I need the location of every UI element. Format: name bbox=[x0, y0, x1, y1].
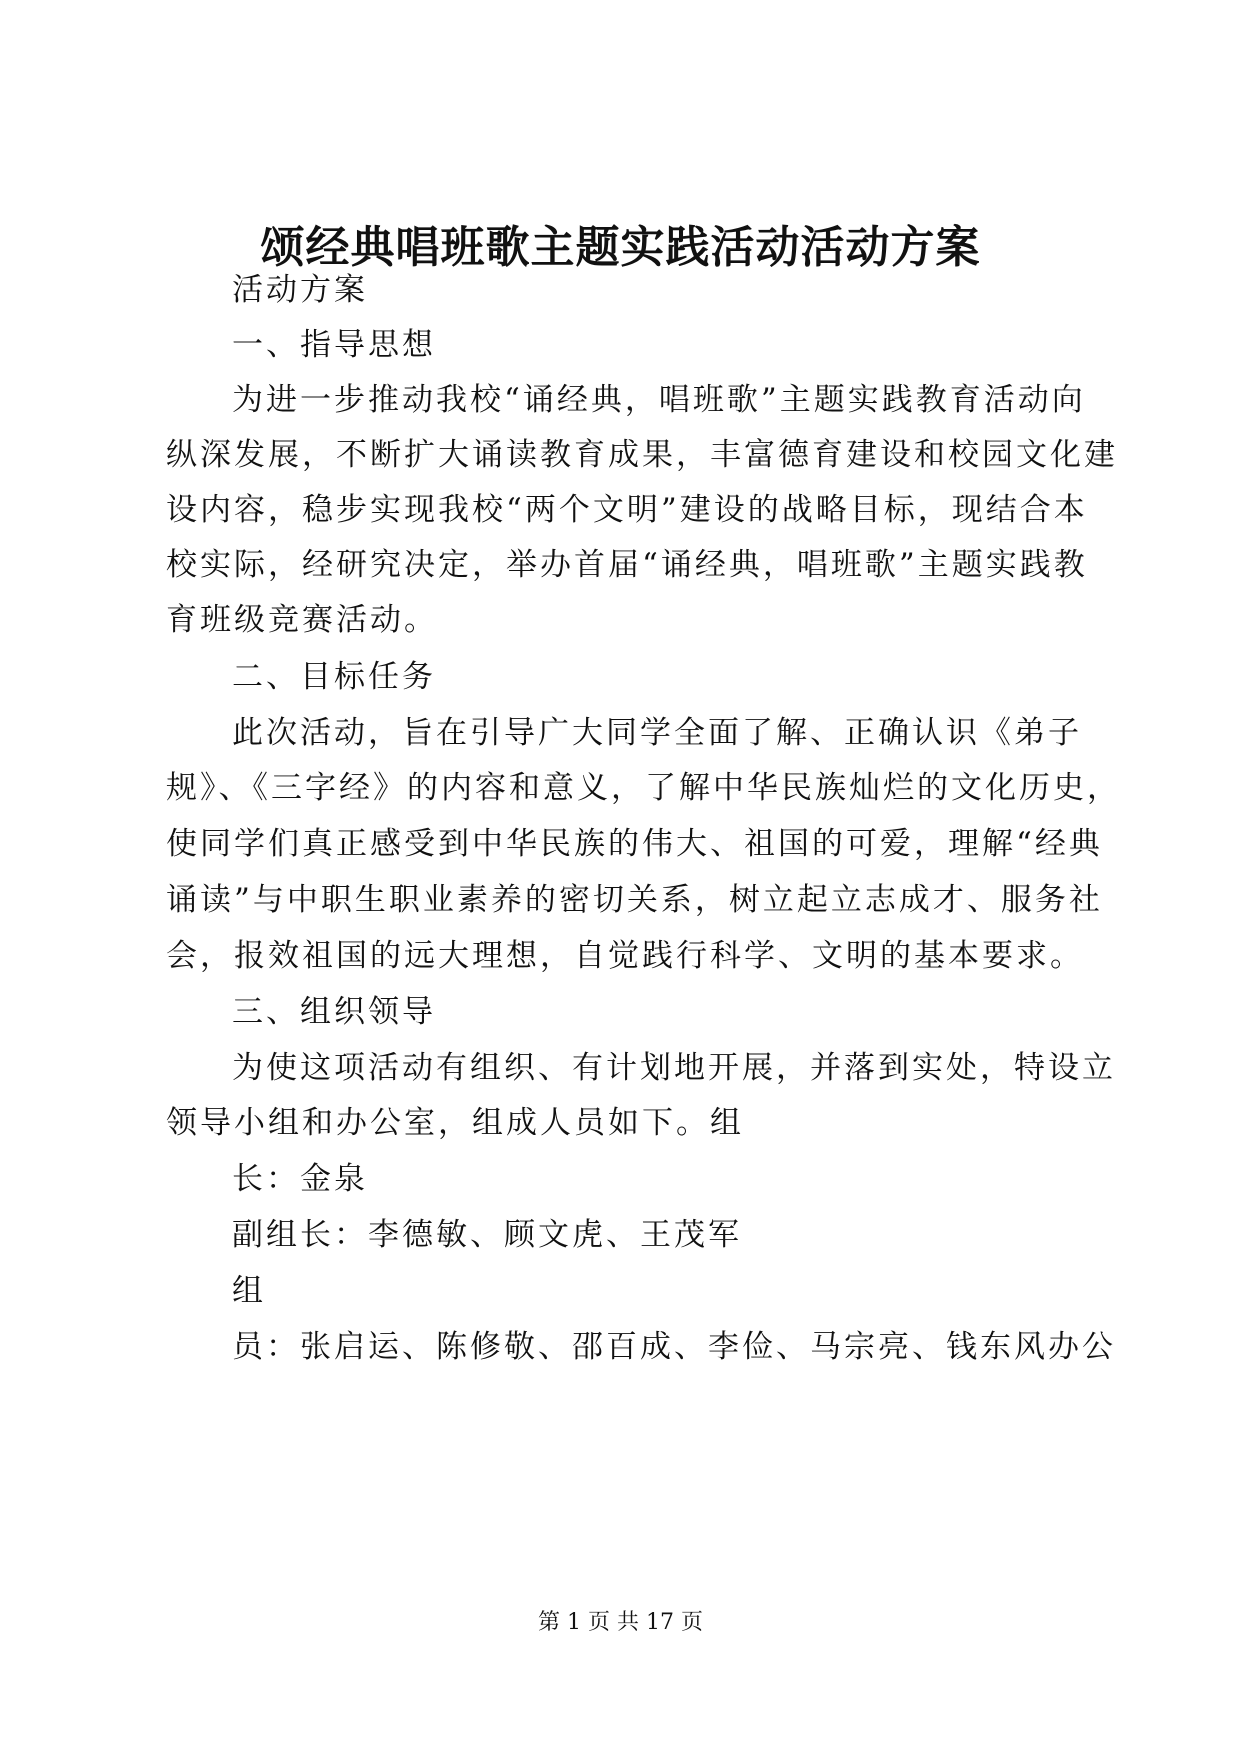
section-heading-3: 三、组织领导 bbox=[232, 994, 436, 1030]
paragraph-line: 育班级竞赛活动。 bbox=[166, 602, 438, 638]
paragraph-line: 会，报效祖国的远大理想，自觉践行科学、文明的基本要求。 bbox=[166, 938, 1084, 974]
paragraph-line: 领导小组和办公室，组成人员如下。组 bbox=[166, 1105, 744, 1141]
page-number-footer: 第 1 页 共 17 页 bbox=[538, 1610, 703, 1635]
paragraph-line: 组 bbox=[232, 1273, 266, 1309]
paragraph-line: 诵读”与中职生职业素养的密切关系，树立起立志成才、服务社 bbox=[166, 882, 1103, 918]
paragraph-line: 长：金泉 bbox=[232, 1161, 368, 1197]
paragraph-line: 校实际，经研究决定，举办首届“诵经典，唱班歌”主题实践教 bbox=[166, 547, 1088, 583]
document-title: 颂经典唱班歌主题实践活动活动方案 bbox=[260, 222, 981, 273]
section-label: 活动方案 bbox=[232, 272, 368, 308]
paragraph-line: 纵深发展，不断扩大诵读教育成果，丰富德育建设和校园文化建 bbox=[166, 437, 1118, 473]
paragraph-line: 为进一步推动我校“诵经典，唱班歌”主题实践教育活动向 bbox=[232, 382, 1086, 418]
paragraph-line: 设内容，稳步实现我校“两个文明”建设的战略目标，现结合本 bbox=[166, 492, 1088, 528]
paragraph-line: 为使这项活动有组织、有计划地开展，并落到实处，特设立 bbox=[232, 1050, 1116, 1086]
paragraph-line: 员：张启运、陈修敬、邵百成、李俭、马宗亮、钱东风办公 bbox=[232, 1329, 1116, 1365]
paragraph-line: 此次活动，旨在引导广大同学全面了解、正确认识《弟子 bbox=[232, 715, 1082, 751]
section-heading-1: 一、指导思想 bbox=[232, 327, 436, 363]
paragraph-line: 副组长：李德敏、顾文虎、王茂军 bbox=[232, 1217, 742, 1253]
section-heading-2: 二、目标任务 bbox=[232, 659, 436, 695]
paragraph-line: 规》、《三字经》的内容和意义，了解中华民族灿烂的文化历史， bbox=[166, 770, 1121, 806]
paragraph-line: 使同学们真正感受到中华民族的伟大、祖国的可爱，理解“经典 bbox=[166, 826, 1103, 862]
